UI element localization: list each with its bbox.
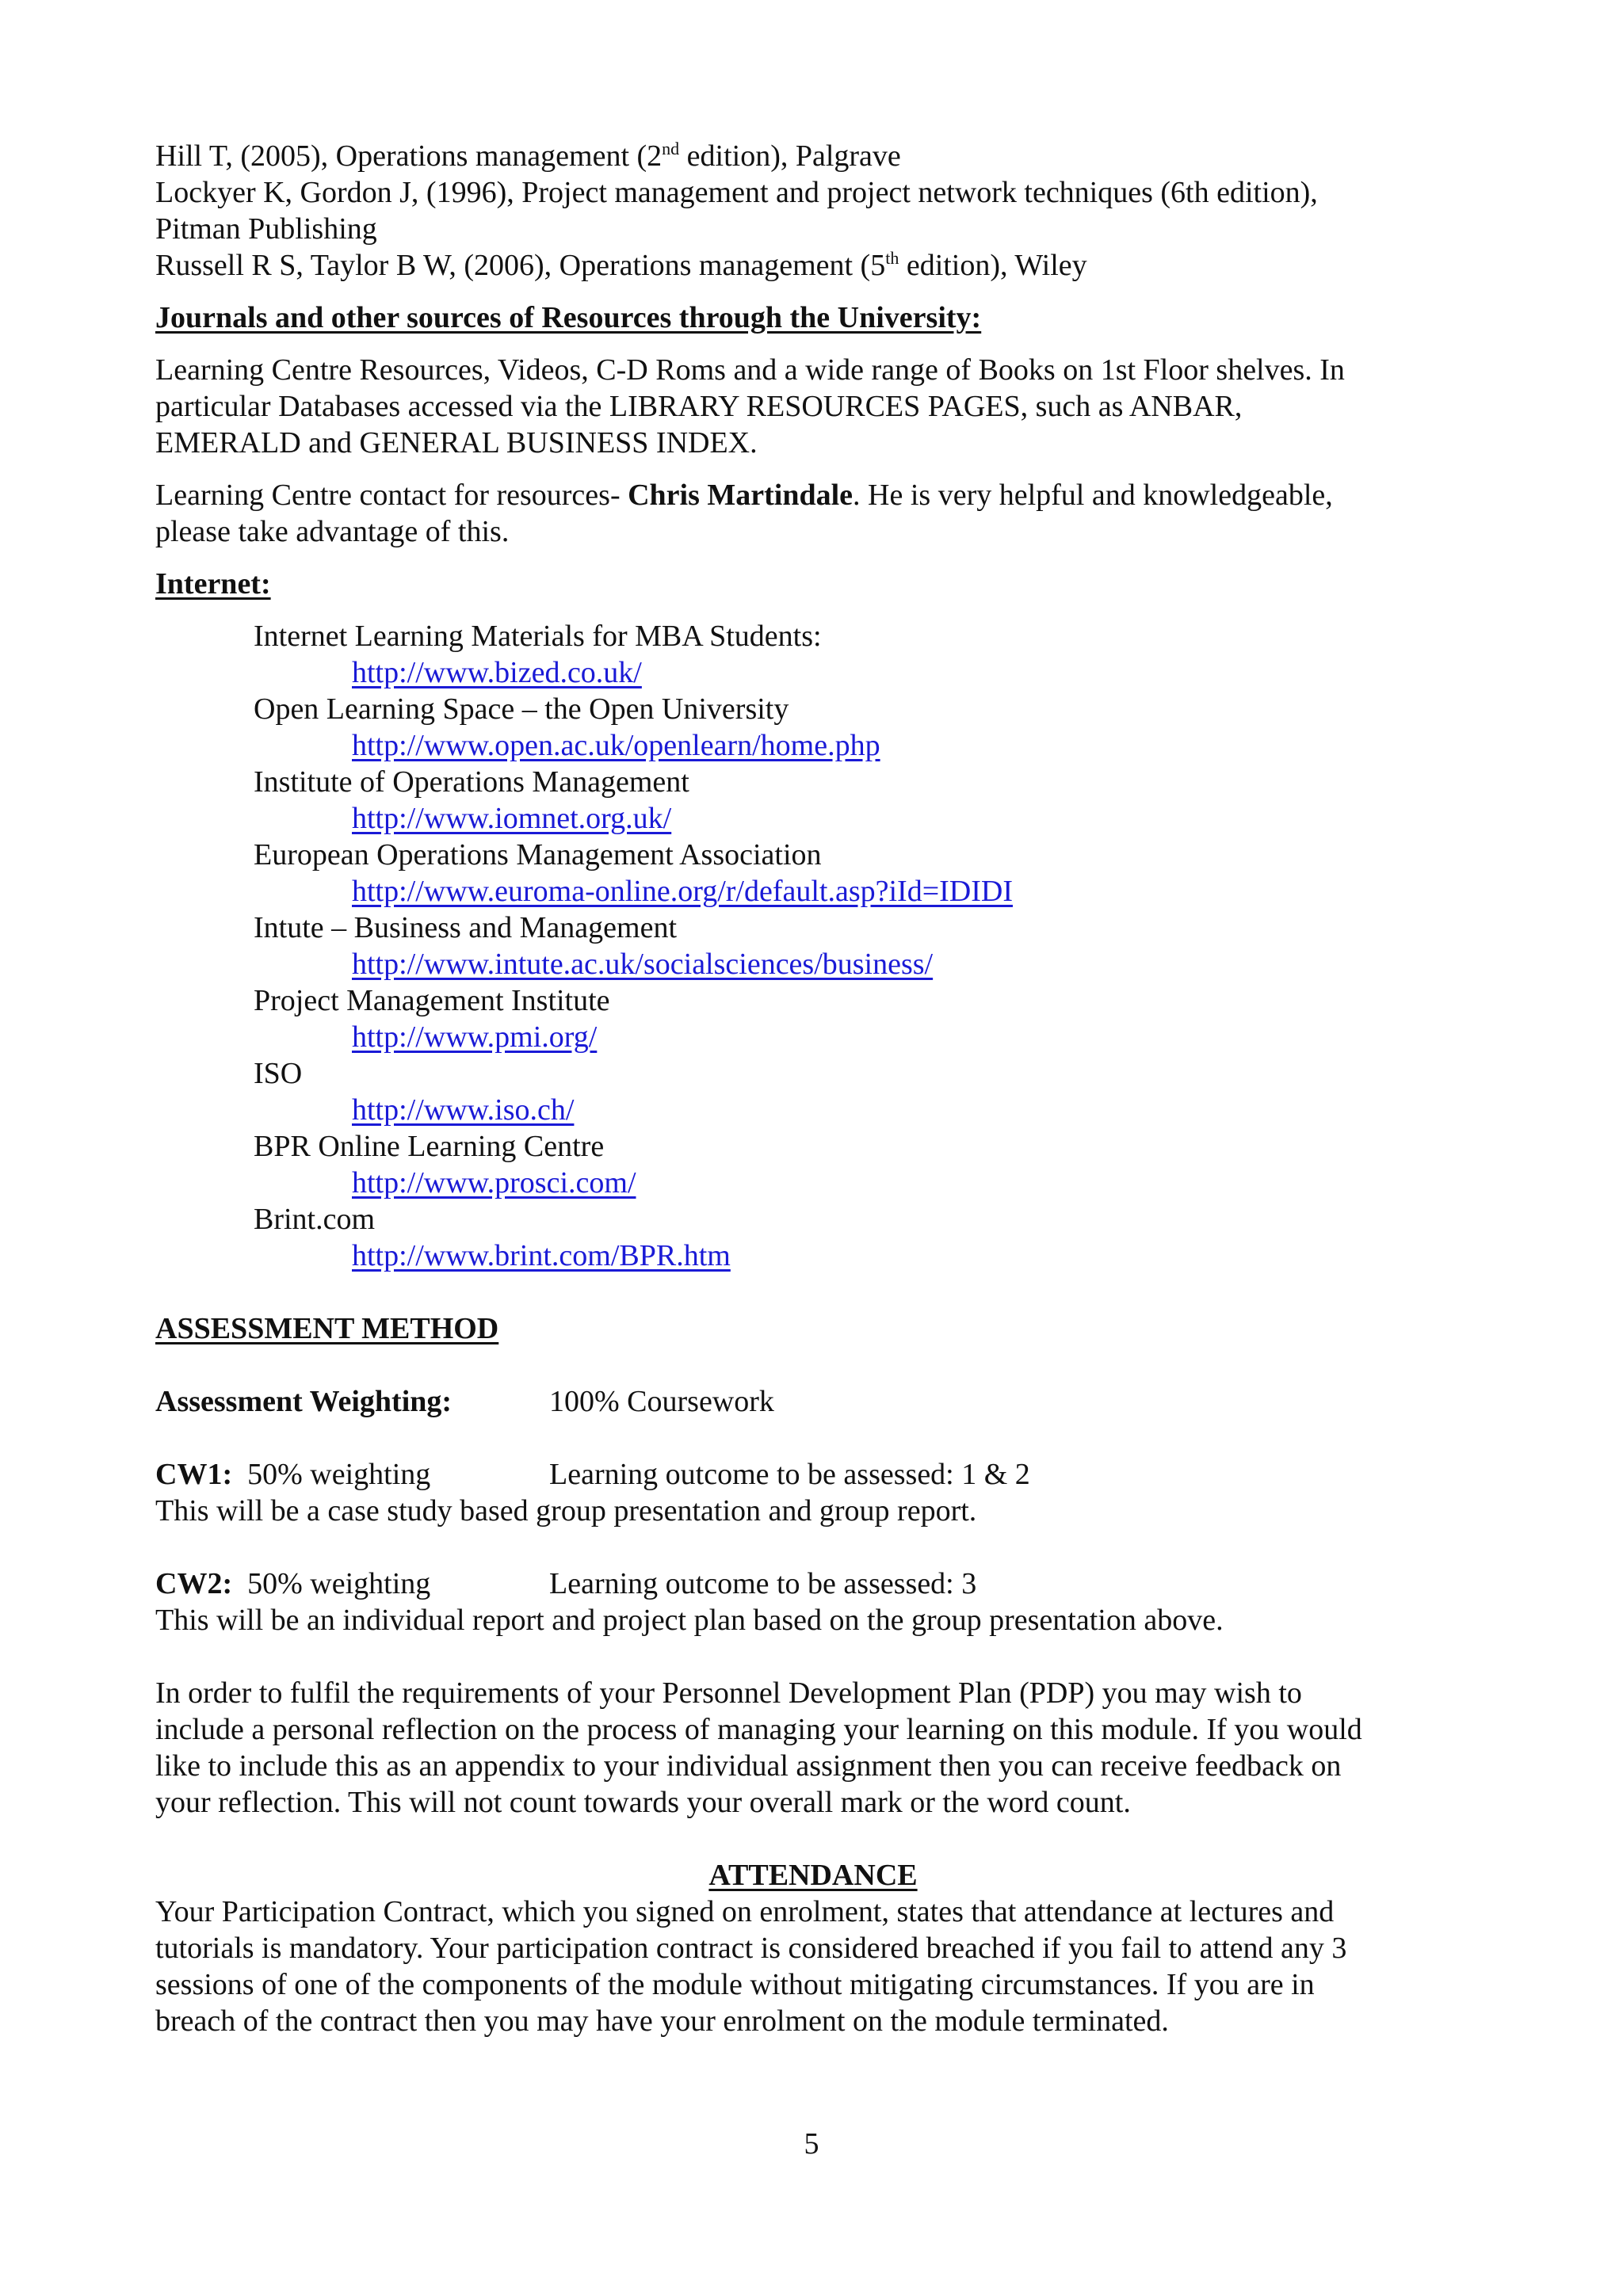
attendance-heading: ATTENDANCE <box>708 1859 918 1892</box>
reference-text: Pitman Publishing <box>155 212 377 246</box>
attendance-line: breach of the contract then you may have your enrolment on the module terminated. <box>155 2004 1169 2038</box>
cw1-weighting <box>155 1456 549 1493</box>
journals-line: EMERALD and GENERAL BUSINESS INDEX. <box>155 426 758 460</box>
contact-text: Learning Centre contact for resources- <box>155 479 628 512</box>
cw1-block <box>155 1456 1471 1529</box>
link-label: Brint.com <box>254 1203 376 1236</box>
internet-heading: Internet: <box>155 567 271 601</box>
link-label: Project Management Institute <box>254 984 610 1017</box>
assessment-section <box>155 1310 1471 1347</box>
internet-section <box>155 566 1471 602</box>
reference-superscript: nd <box>662 139 680 158</box>
link-url-iomnet[interactable]: http://www.iomnet.org.uk/ <box>352 802 672 835</box>
link-label: Intute – Business and Management <box>254 911 678 944</box>
reference-item <box>155 247 1471 284</box>
attendance-line: sessions of one of the components of the module without mitigating circumstances. If you are in <box>155 1968 1315 2001</box>
reference-text: Russell R S, Taylor B W, (2006), Operations management (5 <box>155 249 886 282</box>
reference-item <box>155 174 1471 211</box>
pdp-line: your reflection. This will not count towards your overall mark or the word count. <box>155 1786 1131 1819</box>
cw2-label: CW2: <box>155 1567 233 1600</box>
cw2-block <box>155 1566 1471 1638</box>
cw2-weighting <box>155 1566 549 1602</box>
contact-line <box>155 477 1471 513</box>
contact-name: Chris Martindale <box>628 479 854 512</box>
cw1-weight: 50% weighting <box>232 1458 431 1491</box>
attendance-section <box>155 1857 1471 1894</box>
journals-line: Learning Centre Resources, Videos, C-D Roms and a wide range of Books on 1st Floor shelves. In <box>155 353 1345 387</box>
reference-item <box>155 211 1471 247</box>
cw1-description: This will be a case study based group presentation and group report. <box>155 1494 977 1527</box>
link-label: Institute of Operations Management <box>254 765 689 799</box>
internet-link-list <box>254 618 1471 1274</box>
attendance-paragraph <box>155 1894 1471 2039</box>
link-label: ISO <box>254 1057 303 1090</box>
journals-section <box>155 299 1471 336</box>
contact-text: . He is very helpful and knowledgeable, <box>853 479 1333 512</box>
cw2-description: This will be an individual report and project plan based on the group presentation above. <box>155 1604 1224 1637</box>
journals-line: particular Databases accessed via the LIBRARY RESOURCES PAGES, such as ANBAR, <box>155 390 1243 423</box>
attendance-line: Your Participation Contract, which you signed on enrolment, states that attendance at lectures and <box>155 1895 1335 1928</box>
assessment-weighting-row <box>155 1383 1471 1420</box>
pdp-line: In order to fulfil the requirements of your Personnel Development Plan (PDP) you may wish to <box>155 1676 1302 1710</box>
link-url-bized[interactable]: http://www.bized.co.uk/ <box>352 656 642 689</box>
link-url-iso[interactable]: http://www.iso.ch/ <box>352 1093 575 1127</box>
cw1-label: CW1: <box>155 1458 233 1491</box>
link-label: Open Learning Space – the Open University <box>254 692 789 726</box>
cw2-row <box>155 1566 1471 1602</box>
link-label: Internet Learning Materials for MBA Students: <box>254 620 822 653</box>
pdp-paragraph <box>155 1675 1471 1821</box>
link-label: European Operations Management Association <box>254 838 822 871</box>
link-label: BPR Online Learning Centre <box>254 1130 605 1163</box>
link-url-euroma[interactable]: http://www.euroma-online.org/r/default.asp?iId=IDIDI <box>352 875 1013 908</box>
cw1-outcome: Learning outcome to be assessed: 1 & 2 <box>549 1458 1030 1491</box>
journals-heading: Journals and other sources of Resources through the University: <box>155 301 982 334</box>
journals-paragraph <box>155 352 1471 461</box>
link-url-intute[interactable]: http://www.intute.ac.uk/socialsciences/business/ <box>352 948 934 981</box>
reference-superscript: th <box>885 248 899 268</box>
document-page <box>155 138 1471 2039</box>
reference-item <box>155 138 1471 174</box>
pdp-line: like to include this as an appendix to your individual assignment then you can receive feedback on <box>155 1749 1342 1783</box>
attendance-line: tutorials is mandatory. Your participation contract is considered breached if you fail to attend any 3 <box>155 1932 1347 1965</box>
page-number: 5 <box>804 2127 819 2161</box>
link-url-pmi[interactable]: http://www.pmi.org/ <box>352 1020 598 1054</box>
reference-text: edition), Wiley <box>899 249 1087 282</box>
reference-text: edition), Palgrave <box>679 139 901 173</box>
contact-line: please take advantage of this. <box>155 515 510 548</box>
reference-text: Lockyer K, Gordon J, (1996), Project management and project network techniques (6th edition), <box>155 176 1318 209</box>
link-url-prosci[interactable]: http://www.prosci.com/ <box>352 1166 636 1199</box>
reference-list <box>155 138 1471 284</box>
cw2-outcome: Learning outcome to be assessed: 3 <box>549 1567 977 1600</box>
assessment-weighting-label: Assessment Weighting: <box>155 1385 453 1418</box>
pdp-line: include a personal reflection on the process of managing your learning on this module. If you would <box>155 1713 1362 1746</box>
cw1-row <box>155 1456 1471 1493</box>
assessment-heading: ASSESSMENT METHOD <box>155 1312 499 1345</box>
link-url-brint[interactable]: http://www.brint.com/BPR.htm <box>352 1239 731 1272</box>
reference-text: Hill T, (2005), Operations management (2 <box>155 139 663 173</box>
assessment-weighting-value: 100% Coursework <box>549 1385 774 1418</box>
link-url-openlearn[interactable]: http://www.open.ac.uk/openlearn/home.php <box>352 729 880 762</box>
cw2-weight: 50% weighting <box>232 1567 431 1600</box>
contact-paragraph <box>155 477 1471 550</box>
